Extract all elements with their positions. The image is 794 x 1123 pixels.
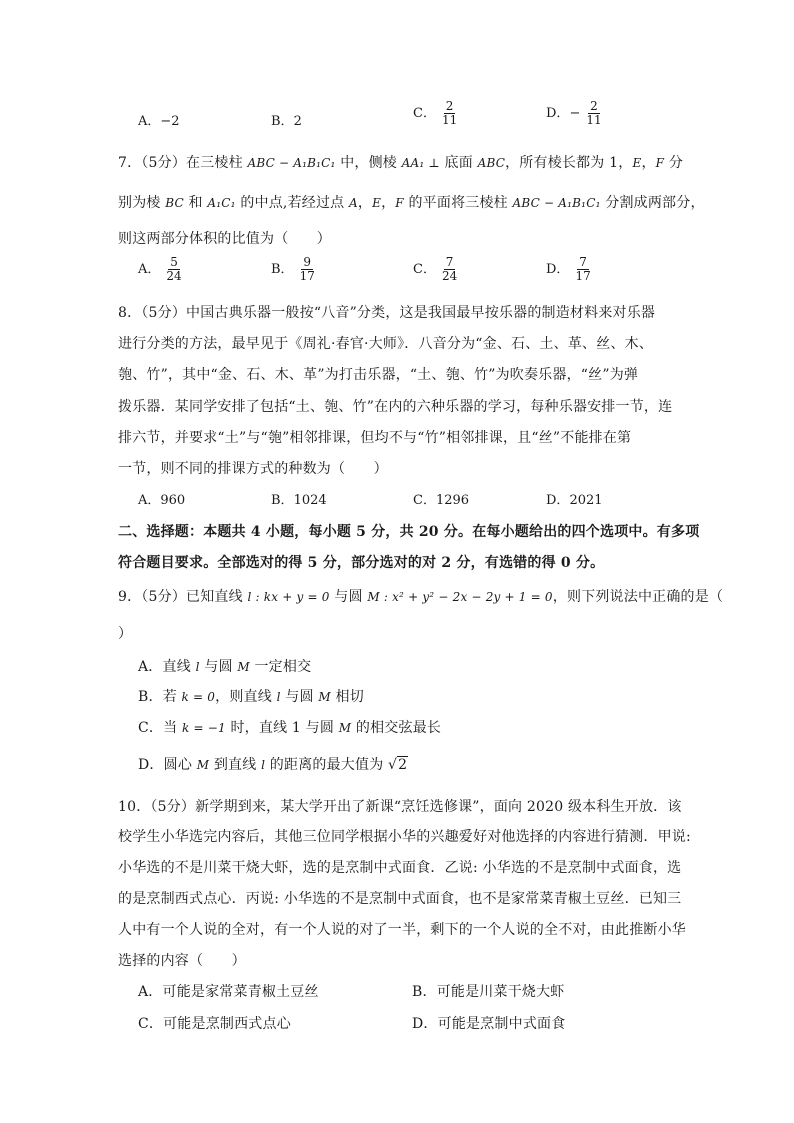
text: 的中点,若经过点 <box>235 195 350 211</box>
q7-option-c <box>413 256 459 283</box>
numerator: 7 <box>579 255 587 269</box>
section-2-heading-line-1: 二、选择题：本题共 4 小题，每小题 5 分，共 20 分。在每小题给出的四个选项中。有多项 <box>118 524 700 540</box>
text: 别为棱 <box>118 195 166 211</box>
q7-line-2 <box>118 192 705 212</box>
text: 与圆 <box>329 589 368 605</box>
option-label: C． <box>413 493 436 508</box>
q10-line-6: 选择的内容（ ） <box>118 953 246 969</box>
option-value: 2 <box>293 114 302 129</box>
text: B．若 <box>138 689 182 705</box>
denominator: 24 <box>441 269 458 283</box>
q9-option-b <box>138 686 364 706</box>
math: A <box>349 196 358 210</box>
text: 的距离的最大值为 <box>265 757 389 773</box>
radical-sign: √ <box>388 757 398 773</box>
text: A．直线 <box>138 659 196 675</box>
text: 到直线 <box>209 757 262 773</box>
math: AA₁ ⊥ <box>401 156 440 170</box>
text: 和 <box>183 195 208 211</box>
fraction <box>440 100 459 127</box>
denominator: 17 <box>299 269 315 283</box>
q9-line-2: ） <box>118 626 133 642</box>
q8-option-c <box>413 489 469 508</box>
fraction <box>440 256 459 283</box>
q10-line-3: 小华选的不是川菜干烧大虾，选的是烹制中式面食．乙说: 小华选的不是烹制中式面食，选 <box>118 860 682 876</box>
text: ，则直线 <box>215 689 277 705</box>
text: 一定相交 <box>249 659 312 675</box>
text: D．圆心 <box>138 757 197 773</box>
math: l <box>276 690 281 704</box>
numerator: 5 <box>170 255 178 269</box>
q10-line-1: 10．（5分）新学期到来，某大学开出了新课“烹饪选修课”，面向 2020 级本科生开放．该 <box>118 799 682 815</box>
option-value: −2 <box>160 114 180 129</box>
text: 的相交弦最长 <box>351 720 442 736</box>
option-label: D． <box>546 493 570 508</box>
math: ABC − A₁B₁C₁ <box>512 196 601 210</box>
q10-option-d: D．可能是烹制中式面食 <box>412 1016 566 1032</box>
option-label: B． <box>271 262 294 277</box>
numerator: 9 <box>303 255 312 269</box>
option-label: C． <box>413 106 436 121</box>
math: F <box>395 196 404 210</box>
option-label: A． <box>138 262 161 277</box>
option-label: B． <box>271 493 294 508</box>
denominator: 11 <box>586 113 602 127</box>
q9-line-1 <box>118 586 723 606</box>
math: l : kx + y = 0 <box>247 590 330 604</box>
option-value: 960 <box>160 493 186 508</box>
math: M <box>338 721 352 735</box>
text: 相切 <box>330 689 364 705</box>
q10-line-2: 校学生小华选完内容后，其他三位同学根据小华的兴趣爱好对他选择的内容进行猜测．甲说: <box>118 829 691 845</box>
q9-option-d <box>138 754 408 774</box>
fraction <box>584 100 603 127</box>
math: E <box>632 156 642 170</box>
math: M <box>237 660 250 674</box>
text: ， <box>357 195 373 211</box>
denominator: 17 <box>575 269 591 283</box>
math: k = −1 <box>181 721 226 735</box>
math: l <box>195 660 200 674</box>
denominator: 24 <box>166 269 182 283</box>
q6-option-a <box>138 110 180 129</box>
square-root <box>388 756 408 773</box>
math: M <box>318 690 331 704</box>
text: ， <box>641 155 656 171</box>
text: 时，直线 1 与圆 <box>225 720 339 736</box>
q10-line-4: 的是烹制西式点心．丙说: 小华选的不是烹制中式面食，也不是家常菜青椒土豆丝．已知三 <box>118 891 682 907</box>
q10-option-b: B．可能是川菜干烧大虾 <box>412 984 565 1000</box>
fraction <box>573 256 592 283</box>
q8-line-3: 匏、竹”，其中“金、石、木、革”为打击乐器，“土、匏、竹”为吹奏乐器，“丝”为弹 <box>118 367 639 383</box>
q8-option-d <box>546 489 603 508</box>
text: C．当 <box>138 720 182 736</box>
math: l <box>261 758 266 772</box>
q8-line-4: 拨乐器．某同学安排了包括“土、匏、竹”在内的六种乐器的学习，每种乐器安排一节，连 <box>118 399 673 415</box>
math: BC <box>165 196 184 210</box>
text: 9．（5分）已知直线 <box>118 589 248 605</box>
q10-option-c: C．可能是烹制西式点心 <box>138 1016 291 1032</box>
math: ABC <box>477 156 506 170</box>
math: M : x² + y² − 2x − 2y + 1 = 0 <box>367 590 553 604</box>
text: 的平面将三棱柱 <box>403 195 513 211</box>
q6-option-c <box>413 100 459 127</box>
option-label: C． <box>413 262 436 277</box>
q8-line-6: 一节，则不同的排课方式的种数为（ ） <box>118 461 388 477</box>
math: ABC − A₁B₁C₁ <box>247 156 336 170</box>
option-label: A． <box>138 114 161 129</box>
numerator: 2 <box>445 99 454 113</box>
q10-line-5: 人中有一个人说的全对，有一个人说的对了一半，剩下的一个人说的全不对，由此推断小华 <box>118 922 686 938</box>
math: E <box>372 196 382 210</box>
option-label: D． <box>546 106 570 121</box>
q6-option-b <box>271 110 302 129</box>
q8-line-2: 进行分类的方法，最早见于《周礼·春官·大师》．八音分为“金、石、土、革、丝、木、 <box>118 336 654 352</box>
text: 中，侧棱 <box>335 155 402 171</box>
option-value: 1296 <box>435 493 470 508</box>
q8-option-b <box>271 489 327 508</box>
option-value: 1024 <box>293 493 327 508</box>
q10-option-a: A．可能是家常菜青椒土豆丝 <box>138 984 319 1000</box>
q7-option-d <box>546 256 593 283</box>
math: M <box>196 758 210 772</box>
text: 底面 <box>439 155 478 171</box>
numerator: 2 <box>590 99 598 113</box>
text: ，所有棱长都为 1， <box>505 155 633 171</box>
q7-option-a <box>138 256 184 283</box>
fraction <box>298 256 317 283</box>
section-2-heading-line-2: 符合题目要求。全部选对的得 5 分，部分选对的对 2 分，有选错的得 0 分。 <box>118 555 605 571</box>
q7-line-1 <box>118 152 683 172</box>
q9-option-a <box>138 656 311 676</box>
text: 分割成两部分， <box>600 195 705 211</box>
math: k = 0 <box>181 690 216 704</box>
text: 7．（5分）在三棱柱 <box>118 155 248 171</box>
option-label: A． <box>138 493 161 508</box>
radicand: 2 <box>398 757 408 773</box>
q9-option-c <box>138 717 441 737</box>
q8-line-1: 8．（5分）中国古典乐器一般按“八音”分类，这是我国最早按乐器的制造材料来对乐器 <box>118 305 656 321</box>
option-value: 2021 <box>569 493 603 508</box>
q8-line-5: 排六节，并要求“土”与“匏”相邻排课，但均不与“竹”相邻排课，且“丝”不能排在第 <box>118 430 632 446</box>
text: ，则下列说法中正确的是（ <box>552 589 724 605</box>
denominator: 11 <box>441 113 458 127</box>
option-label: D． <box>546 262 570 277</box>
text: 分 <box>664 155 684 171</box>
text: 与圆 <box>199 659 238 675</box>
q6-option-d <box>546 100 604 127</box>
option-label: B． <box>271 114 294 129</box>
math: A₁C₁ <box>207 196 236 210</box>
numerator: 7 <box>445 255 454 269</box>
q7-line-3: 则这两部分体积的比值为（ ） <box>118 231 331 247</box>
q8-option-a <box>138 489 185 508</box>
fraction <box>164 256 183 283</box>
q7-option-b <box>271 256 317 283</box>
text: 与圆 <box>280 689 319 705</box>
text: ， <box>381 195 396 211</box>
math: F <box>655 156 665 170</box>
minus-sign: − <box>569 106 581 121</box>
